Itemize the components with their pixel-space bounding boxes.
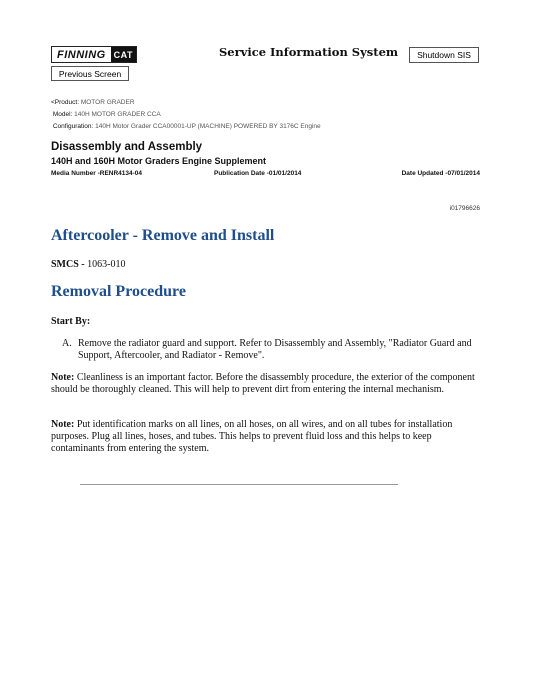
note-text: Cleanliness is an important factor. Before the disassembly procedure, the exterior of the component should be thoroughly cleaned. This will help to prevent dirt from entering the internal mechanism. [51, 372, 475, 395]
product-meta [51, 97, 321, 133]
date-updated: Date Updated -07/01/2014 [401, 170, 480, 177]
section-heading: Removal Procedure [51, 283, 186, 300]
cat-logo-badge: CAT [111, 47, 136, 62]
model-label: Model: [52, 111, 73, 118]
system-title: Service Information System [219, 45, 399, 59]
finning-cat-logo [51, 46, 137, 63]
previous-screen-button[interactable]: Previous Screen [51, 66, 129, 81]
configuration-value: 140H Motor Grader CCA00001-UP (MACHINE) POWERED BY 3176C Engine [95, 123, 321, 130]
configuration-label: Configuration: [52, 123, 94, 130]
model-value: 140H MOTOR GRADER CCA [74, 111, 161, 118]
product-value: MOTOR GRADER [80, 99, 135, 106]
illustration-id: i01796626 [449, 205, 480, 212]
note-text: Put identification marks on all lines, on all hoses, on all wires, and on all tubes for installation purposes. Plug all lines, hoses, and tubes. This helps to prevent fluid loss and this helps to keep contaminants from entering the system. [51, 419, 453, 454]
configuration-line [51, 121, 321, 133]
smcs-code [51, 259, 125, 270]
step-marker: A. [62, 338, 72, 349]
note-cleanliness [51, 372, 480, 396]
start-by-label: Start By: [51, 316, 91, 327]
product-line [51, 97, 321, 109]
product-label: <Product: [51, 99, 80, 106]
page-title: Aftercooler - Remove and Install [51, 227, 275, 244]
smcs-label: SMCS - [51, 259, 85, 270]
note-label: Note: [51, 419, 75, 430]
step-text: Remove the radiator guard and support. Refer to Disassembly and Assembly, "Radiator Guard and Support, Aftercooler, and Radiator - Remove". [78, 338, 472, 361]
step-a [62, 338, 480, 362]
divider [80, 484, 398, 485]
smcs-value: 1063-010 [87, 259, 126, 270]
note-label: Note: [51, 372, 75, 383]
publication-date: Publication Date -01/01/2014 [214, 170, 302, 177]
logo-text: FINNING [57, 48, 106, 61]
note-identification [51, 419, 480, 455]
document-subtitle: 140H and 160H Motor Graders Engine Supplement [51, 156, 267, 166]
model-line [51, 109, 321, 121]
document-title: Disassembly and Assembly [51, 141, 203, 153]
media-number: Media Number -RENR4134-04 [51, 170, 143, 177]
shutdown-sis-button[interactable]: Shutdown SIS [409, 47, 479, 63]
